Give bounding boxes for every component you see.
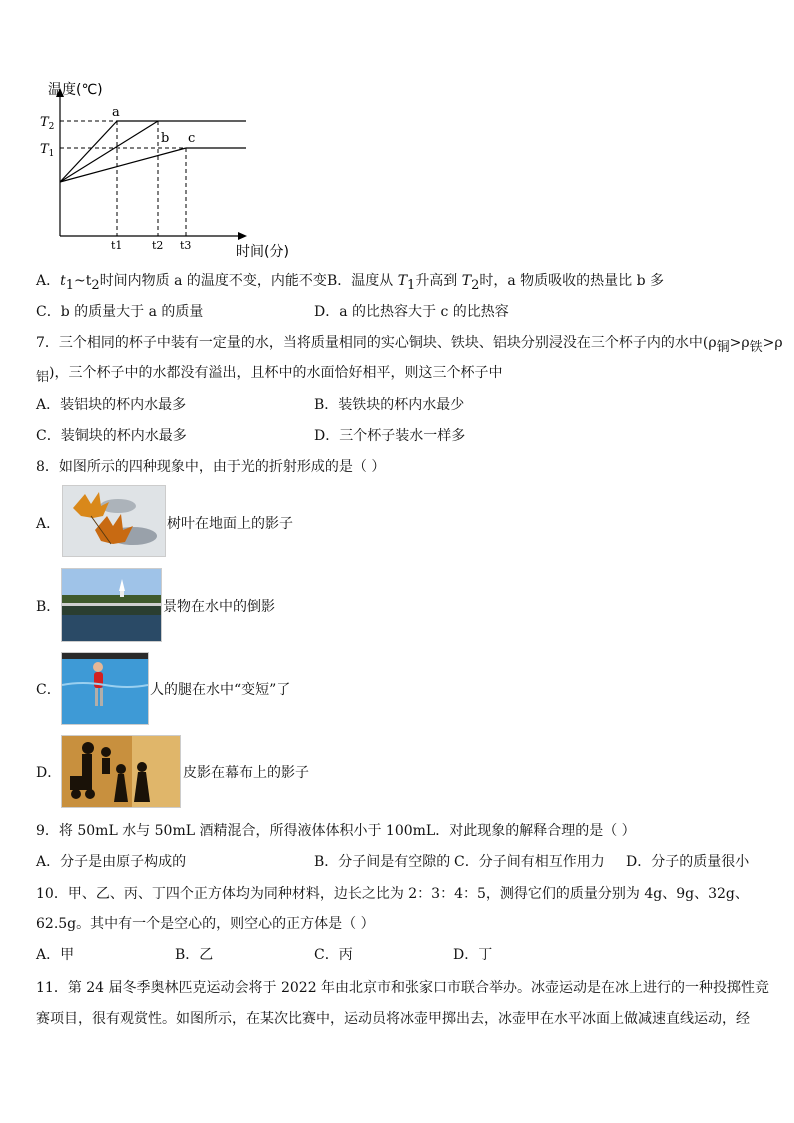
- q10-option-b: B．乙: [175, 947, 214, 963]
- q8-option-c-label: C．: [36, 682, 61, 698]
- x-axis-label: 时间(分): [236, 244, 289, 260]
- q7-stem-line1: 7．三个相同的杯子中装有一定量的水，当将质量相同的实心铜块、铁块、铝块分别浸没在三个杯子内的水中($\rho_铜>\rho_铁>\rho$: [36, 335, 783, 355]
- q8-image-swimmer: [61, 652, 149, 725]
- series-c-label: c: [188, 131, 196, 146]
- y-tick-T2: $T_2$: [40, 115, 55, 132]
- q9-option-a: A．分子是由原子构成的: [36, 854, 187, 870]
- series-b-label: b: [161, 131, 170, 146]
- q9-stem: 9．将 50mL 水与 50mL 酒精混合，所得液体体积小于 100mL．对此现象的解释合理的是（ ）: [36, 823, 636, 839]
- q6-option-a-b: A．$t_1\sim t_2$时间内物质 a 的温度不变，内能不变B．温度从 $T_1$升高到 $T_2$时，a 物质吸收的热量比 b 多: [36, 273, 665, 293]
- q7-stem-line2: $_铝$)，三个杯子中的水都没有溢出，且杯中的水面恰好相平，则这三个杯子中: [36, 365, 503, 385]
- y-axis-label: 温度(℃): [48, 82, 103, 98]
- q9-option-c: C．分子间有相互作用力: [454, 854, 605, 870]
- q8-image-reflection: [61, 568, 162, 642]
- q7-option-b: B．装铁块的杯内水最少: [314, 397, 465, 413]
- q8-option-b-label: B．: [36, 599, 61, 615]
- q9-option-b: B．分子间是有空隙的: [314, 854, 451, 870]
- q8-option-d-text: 皮影在幕布上的影子: [183, 765, 309, 781]
- q8-stem: 8．如图所示的四种现象中，由于光的折射形成的是（ ）: [36, 459, 386, 475]
- q10-option-c: C．丙: [314, 947, 353, 963]
- q7-option-c: C．装铜块的杯内水最多: [36, 428, 187, 444]
- q11-line1: 11．第 24 届冬季奥林匹克运动会将于 2022 年由北京市和张家口市联合举办。冰壶运动是在冰上进行的一种投掷性竞: [36, 980, 770, 996]
- q8-option-a-text: 树叶在地面上的影子: [167, 516, 293, 532]
- q9-option-d: D．分子的质量很小: [626, 854, 750, 870]
- q10-option-a: A．甲: [36, 947, 75, 963]
- q8-option-b-text: 景物在水中的倒影: [163, 599, 275, 615]
- x-axis-arrow: [238, 232, 247, 240]
- q8-image-leaf-shadow: [62, 485, 166, 557]
- q10-stem-line2: 62.5g。其中有一个是空心的，则空心的正方体是（ ）: [36, 916, 375, 932]
- q10-stem-line1: 10．甲、乙、丙、丁四个正方体均为同种材料，边长之比为 2：3：4：5，测得它们的质量分别为 4g、9g、32g、: [36, 886, 749, 902]
- q7-option-d: D．三个杯子装水一样多: [314, 428, 466, 444]
- q10-option-d: D．丁: [453, 947, 493, 963]
- x-tick-t3: t3: [180, 239, 192, 252]
- q6-option-d: D．a 的比热容大于 c 的比热容: [314, 304, 509, 320]
- y-tick-T1: $T_1$: [40, 142, 55, 159]
- q7-option-a: A．装铝块的杯内水最多: [36, 397, 187, 413]
- temperature-time-graph: [36, 76, 306, 266]
- series-c-line: [60, 148, 186, 182]
- q6-option-c: C．b 的质量大于 a 的质量: [36, 304, 204, 320]
- q11-line2: 赛项目，很有观赏性。如图所示，在某次比赛中，运动员将冰壶甲掷出去，冰壶甲在水平冰面上做减速直线运动，经: [36, 1011, 750, 1027]
- q8-option-a-label: A．: [36, 516, 61, 532]
- x-tick-t2: t2: [152, 239, 164, 252]
- series-a-label: a: [112, 105, 120, 120]
- q8-option-d-label: D．: [36, 765, 62, 781]
- q8-image-shadow-puppet: [61, 735, 181, 808]
- x-tick-t1: t1: [111, 239, 123, 252]
- q8-option-c-text: 人的腿在水中“变短”了: [150, 682, 291, 698]
